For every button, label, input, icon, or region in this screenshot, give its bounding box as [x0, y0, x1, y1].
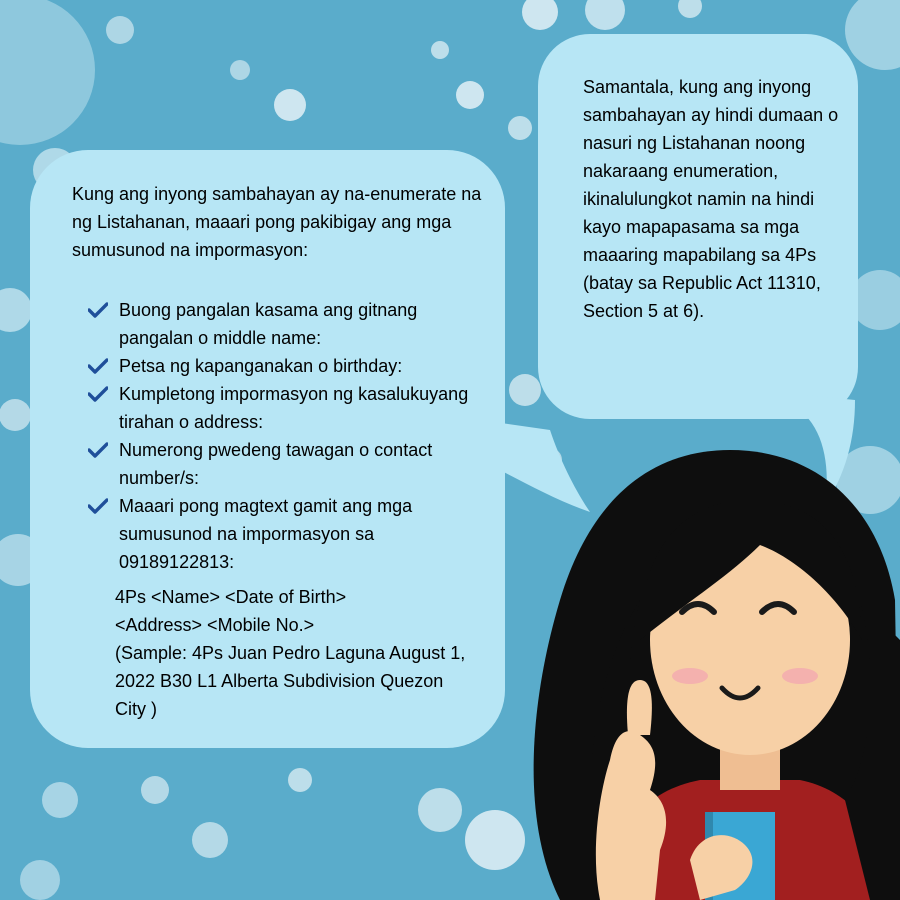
sms-sample-text: (Sample: 4Ps Juan Pedro Laguna August 1, 2022 B30 L1 Alberta Subdivision Quezon City ) [115, 643, 466, 719]
checklist-item-label: Maaari pong magtext gamit ang mga sumusunod na impormasyon sa 09189122813: [119, 496, 413, 572]
right-bubble-text: Samantala, kung ang inyong sambahayan ay hindi dumaan o nasuri ng Listahanan noong nakaraang enumeration, ikinalulungkot namin na hindi kayo mapapasama sa mga maaaring mapabilang sa 4Ps (batay sa Republic Act 11310, Section 5 at 6). [583, 77, 839, 321]
checklist-item-label: Buong pangalan kasama ang gitnang pangalan o middle name: [119, 300, 418, 348]
checklist-item-label: Numerong pwedeng tawagan o contact number/s: [119, 440, 433, 488]
checklist-item-label: Petsa ng kapanganakan o birthday: [119, 356, 403, 376]
sms-format-line: <Address> <Mobile No.> [115, 615, 315, 635]
left-intro-text: Kung ang inyong sambahayan ay na-enumerate na ng Listahanan, maaari pong pakibigay ang mga sumusunod na impormasyon: [72, 184, 482, 260]
checklist-item-label: Kumpletong impormasyon ng kasalukuyang tirahan o address: [119, 384, 469, 432]
sms-format-line: 4Ps <Name> <Date of Birth> [115, 587, 347, 607]
